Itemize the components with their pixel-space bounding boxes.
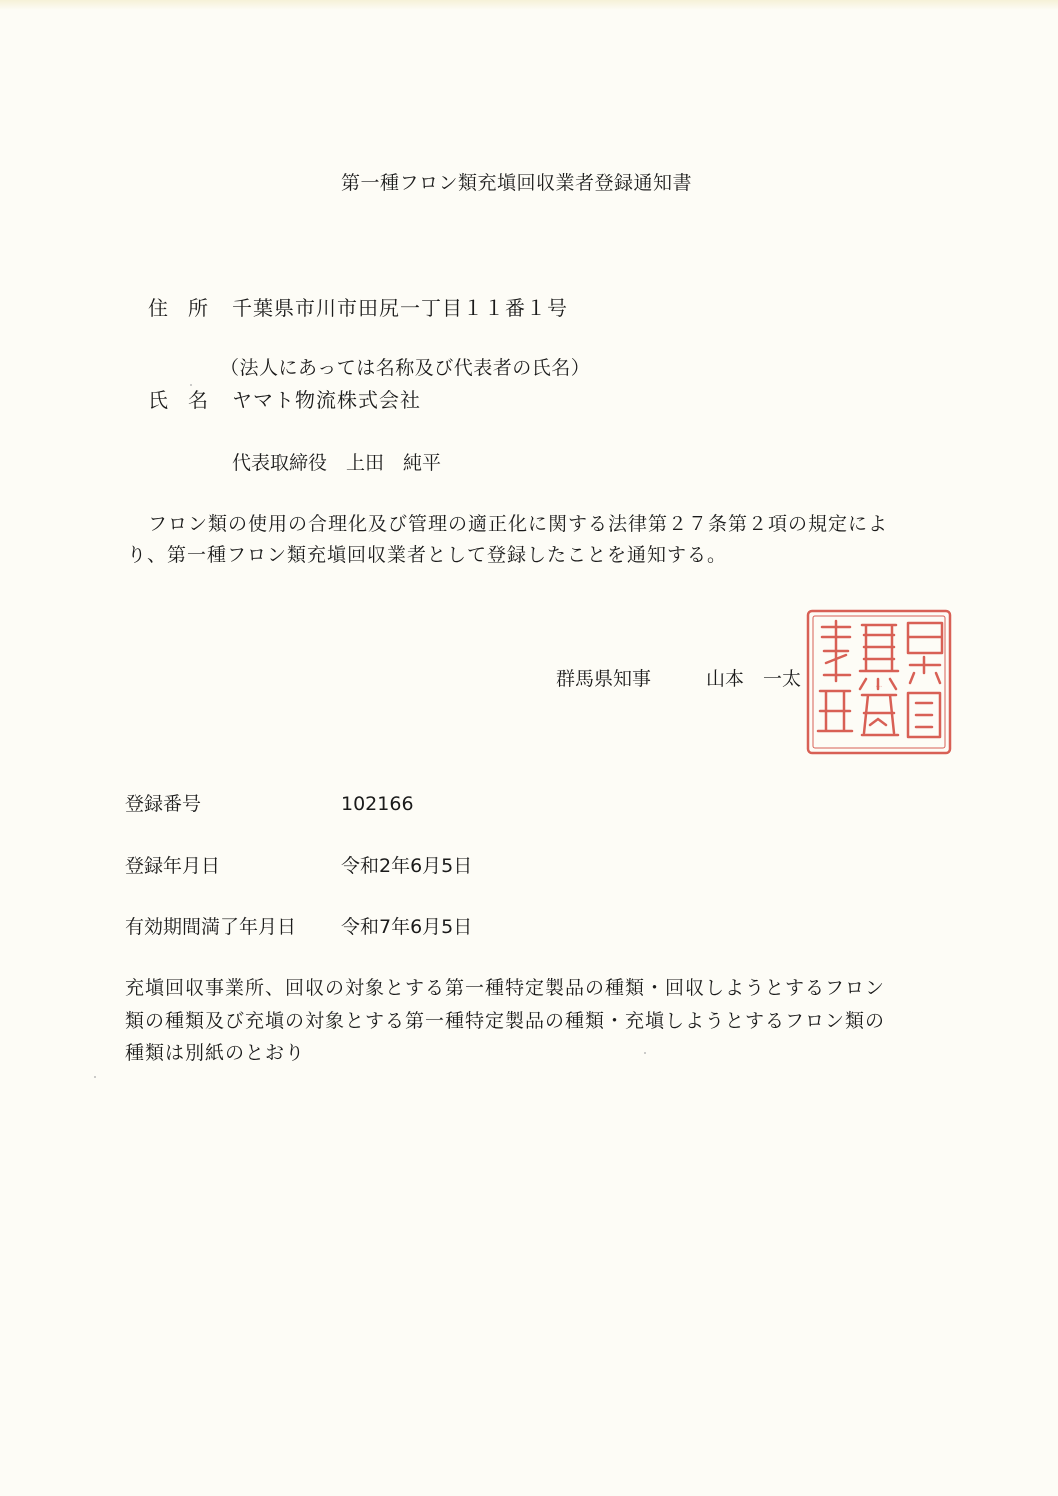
- document-title: 第一種フロン類充塡回収業者登録通知書: [341, 172, 693, 194]
- registration-number-value: 102166: [341, 793, 414, 815]
- registration-date-label: 登録年月日: [125, 855, 221, 877]
- expiry-date-value: 令和7年6月5日: [341, 916, 473, 938]
- closing-text-line-2: 類の種類及び充塡の対象とする第一種特定製品の種類・充塡しようとするフロン類の: [125, 1010, 886, 1032]
- corporate-note: （法人にあっては名称及び代表者の氏名）: [220, 357, 591, 379]
- scan-speck: [190, 384, 192, 386]
- scan-speck: [94, 1076, 96, 1078]
- official-seal-stamp: [804, 607, 954, 757]
- company-name: ヤマト物流株式会社: [232, 388, 421, 412]
- body-text-line-2: り、第一種フロン類充塡回収業者として登録したことを通知する。: [127, 544, 728, 566]
- address-label: 住 所: [148, 296, 208, 320]
- name-label: 氏 名: [148, 388, 208, 412]
- expiry-date-label: 有効期間満了年月日: [125, 916, 297, 938]
- address-value: 千葉県市川市田尻一丁目１１番１号: [232, 296, 568, 320]
- representative-name: 代表取締役 上田 純平: [232, 452, 442, 474]
- scan-edge: [0, 0, 1058, 10]
- scan-speck: [644, 1052, 646, 1054]
- registration-number-label: 登録番号: [125, 793, 202, 815]
- closing-text-line-3: 種類は別紙のとおり: [125, 1042, 306, 1064]
- registration-date-value: 令和2年6月5日: [341, 855, 473, 877]
- seal-text: 群馬県知事印: [876, 687, 882, 688]
- closing-text-line-1: 充塡回収事業所、回収の対象とする第一種特定製品の種類・回収しようとするフロン: [125, 977, 886, 999]
- body-text-line-1: フロン類の使用の合理化及び管理の適正化に関する法律第２７条第２項の規定によ: [148, 513, 889, 535]
- governor-name: 山本 一太: [706, 668, 802, 690]
- governor-title: 群馬県知事: [556, 668, 652, 690]
